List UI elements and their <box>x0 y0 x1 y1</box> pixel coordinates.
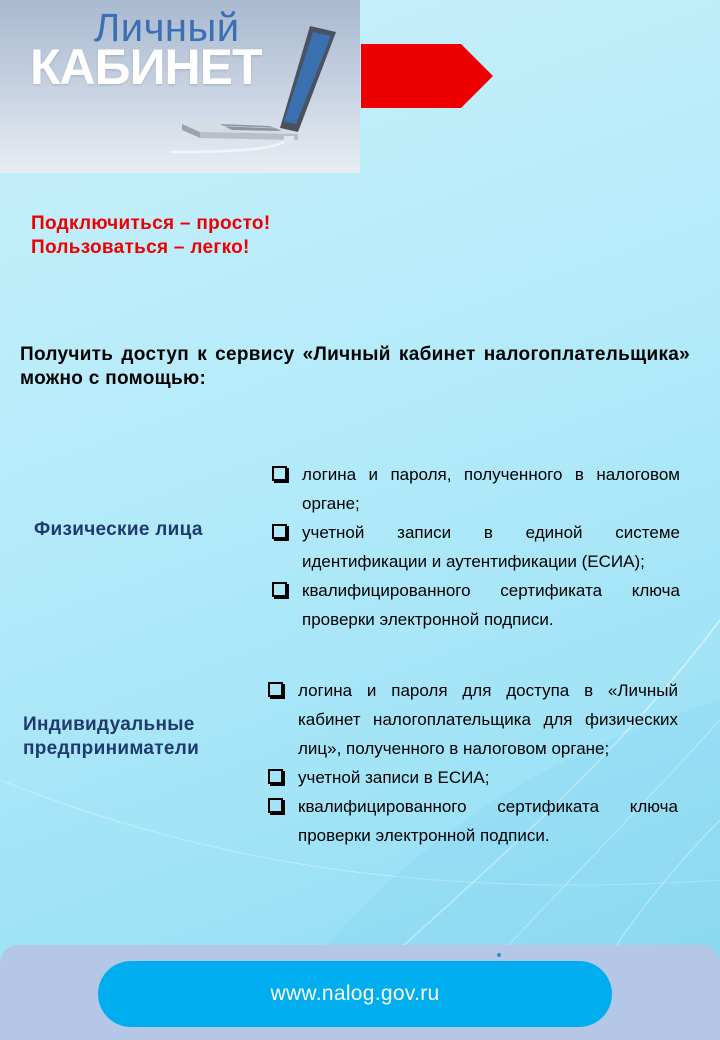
slogan <box>31 212 270 260</box>
list-item: учетной записи в единой системе идентификации и аутентификации (ЕСИА); <box>272 518 680 576</box>
banner-title-line1: Личный <box>94 6 240 50</box>
laptop-icon <box>170 20 340 170</box>
slogan-line2: Пользоваться – легко! <box>31 237 250 258</box>
intro-text: Получить доступ к сервису «Личный кабинет налогоплательщика» можно с помощью: <box>20 344 690 389</box>
red-arrow-icon <box>361 44 493 108</box>
banner-title-line2: КАБИНЕТ <box>30 39 262 95</box>
individuals-label: Физические лица <box>34 519 203 540</box>
checkbox-icon <box>272 466 287 481</box>
checkbox-icon <box>268 769 283 784</box>
entrepreneurs-label-line2: предприниматели <box>23 738 200 759</box>
list-item: квалифицированного сертификата ключа проверки электронной подписи. <box>268 792 678 850</box>
individuals-list <box>272 460 680 634</box>
slogan-line1: Подключиться – просто! <box>31 213 271 234</box>
checkbox-icon <box>268 798 283 813</box>
checkbox-icon <box>272 524 287 539</box>
list-item: логина и пароля для доступа в «Личный кабинет налогоплательщика для физических лиц», полученного в налоговом органе; <box>268 676 678 763</box>
entrepreneurs-label <box>23 713 199 761</box>
decorative-dot <box>497 953 501 957</box>
website-link-button[interactable]: www.nalog.gov.ru <box>98 961 612 1027</box>
header-banner <box>0 0 360 173</box>
list-item: учетной записи в ЕСИА; <box>268 763 678 792</box>
checkbox-icon <box>268 682 283 697</box>
list-item: логина и пароля, полученного в налоговом органе; <box>272 460 680 518</box>
entrepreneurs-list <box>268 676 678 850</box>
list-item: квалифицированного сертификата ключа проверки электронной подписи. <box>272 576 680 634</box>
checkbox-icon <box>272 582 287 597</box>
entrepreneurs-label-line1: Индивидуальные <box>23 714 195 735</box>
